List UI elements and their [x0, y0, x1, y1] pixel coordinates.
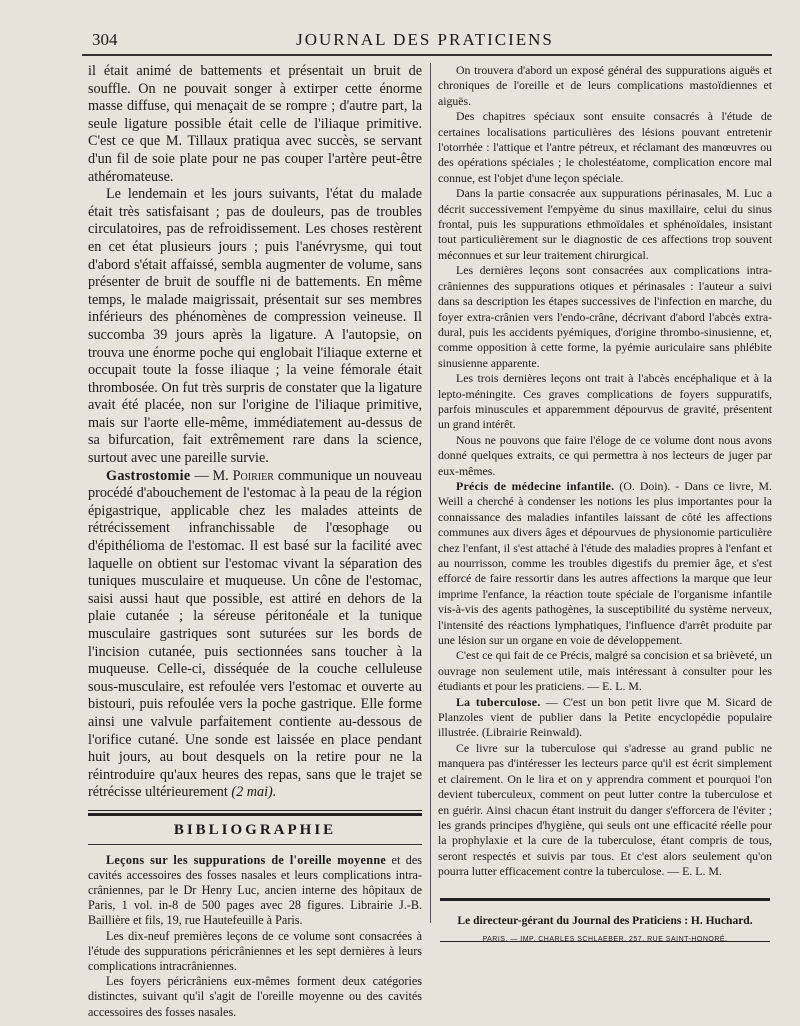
paragraph: Ce livre sur la tuberculose qui s'adresse au grand public ne manquera pas d'intéresser les lecteurs parce qu'il est écrit simplement et clairement. On le lira et on y apprendra comment et pourquoi l'on devient tuberculeux, comment on peut lutter contre la tuberculose et en guérir. Ainsi chacun étant instruit du danger s'efforcera de l'éviter ; les grands principes d'hygiène, qui seuls ont une efficacité réelle pour la prophylaxie et la cure de la tuberculose, étant compris de tous, seront respectés et suivis par tous. Et c'est alors seulement qu'on pourra lutter efficacement contre la tuberculose. — E. L. M. [438, 740, 772, 879]
paragraph: Les dernières leçons sont consacrées aux complications intra-crâniennes des suppurations otiques et périnasales : l'auteur a suivi dans sa description les étapes successives de l'infection en marche, du foyer extra-crânien vers l'endo-crâne, décrivant d'abord l'abcès extra-dural, puis les accidents pyémiques, d'origine thrombo-sinusienne, et, comme opposition à cette forme, la pyémie auriculaire sans phlébite sinusienne apparente. [438, 263, 772, 370]
running-head: JOURNAL DES PRATICIENS [296, 30, 554, 49]
paragraph: Des chapitres spéciaux sont ensuite consacrés à l'étude de certaines localisations particulières des lésions pouvant entretenir l'otorrhée : l'attique et l'antre pétreux, et réclamant des manœuvres ou des opérations spéciales ; le cholestéatome, complication encore mal connue, est l'objet d'une leçon spéciale. [438, 109, 772, 185]
gastrostomie-date: (2 mai). [231, 784, 277, 801]
paragraph: Le lendemain et les jours suivants, l'état du malade était très satisfaisant ; pas de douleurs, pas de troubles circulatoires, pas de refroidissement. Les choses restèrent en cet état plusieurs jours ; puis l'anévrysme, qui tout d'abord s'était affaissé, sembla augmenter de volume, sans présenter de bruit de souffle ni de battements. En même temps, le malade maigrissait, présentait sur ses membres inférieurs des phénomènes de compression veineuse. Il succomba 39 jours après la ligature. A l'autopsie, on trouva une énorme poche qui englobait l'iliaque externe et occupait toute la fosse iliaque ; la veine fémorale était thrombosée. On fut très surpris de constater que la ligature avait été placée, non sur l'origine de l'iliaque primitive, mais sur l'aorte elle-même, immédiatement au-dessus de sa bifurcation, fait extrêmement rare dans la science, surtout avec une pareille survie. [88, 186, 422, 467]
paragraph: On trouvera d'abord un exposé général des suppurations aiguës et chroniques de l'oreille et de leurs complications mastoïdiennes et aiguës. [438, 63, 772, 108]
page-header [80, 28, 770, 50]
author-name: M. Poirier [212, 467, 274, 484]
paragraph: Dans la partie consacrée aux suppurations périnasales, M. Luc a décrit successivement l'empyème du sinus maxillaire, celui du sinus frontal, puis les suppurations ethmoïdales et sphénoïdales, insistant tout particulièrement sur le diagnostic de ces affections trop souvent méconnues et sur leur traitement chirurgical. [438, 186, 772, 262]
paragraph: Nous ne pouvons que faire l'éloge de ce volume dont nous avons donné quelques extraits, ce qui permettra à nos lecteurs de juger par eux-mêmes. [438, 432, 772, 478]
right-column [438, 63, 772, 880]
paragraph: Les dix-neuf premières leçons de ce volume sont consacrées à l'étude des suppurations péricrâniennes et les sept dernières à leurs complications intracrâniennes. [88, 928, 422, 973]
paragraph: Les trois dernières leçons ont trait à l'abcès encéphalique et à la lepto-méningite. Ces graves complications de foyers suppuratifs, parfois minuscules et apparemment dépourvus de gravité, présentent un grand intérêt. [438, 371, 772, 432]
paragraph: Les foyers péricrâniens eux-mêmes forment deux catégories distinctes, suivant qu'il s'agit de l'oreille moyenne ou des cavités accessoires des fosses nasales. [88, 974, 422, 1019]
paragraph: il était animé de battements et présentait un bruit de souffle. On ne pouvait songer à extirper cette énorme masse diffuse, qui menaçait de se rompre ; d'autre part, la seule ligature possible était celle de l'iliaque primitive. C'est ce que M. Tillaux pratiqua avec succès, se servant d'un fil de soie plate pour ne pas couper l'artère peut-être athéromateuse. [88, 63, 422, 185]
printer-imprint: PARIS. — IMP. CHARLES SCHLAEBER, 257, RUE SAINT-HONORÉ. [482, 936, 728, 943]
section-rule [88, 810, 422, 816]
paragraph: C'est ce qui fait de ce Précis, malgré sa concision et sa brièveté, un ouvrage non seulement utile, mais intéressant à consulter pour les étudiants et pour les praticiens. — E. L. M. [438, 648, 772, 694]
lecons-text: et des cavités accessoires des fosses nasales et leurs complications intra-crâniennes, par le Dr Henry Luc, ancien interne des hôpitaux de Paris, 1 vol. in-8 de 500 pages avec 28 figures. Librairie J.-B. Baillière et fils, 19, rue Hautefeuille à Paris. [88, 852, 423, 928]
header-rule [82, 54, 772, 56]
precis-runin: Précis de médecine infantile. [456, 478, 615, 493]
tuberculose-text: — C'est un bon petit livre que M. Sicard de Planzoles vient de publier dans la Petite encyclopédie populaire illustrée. (Librairie Reinwald). [438, 694, 772, 740]
column-divider [430, 63, 431, 923]
left-column [88, 63, 422, 1020]
lecons-paragraph [88, 853, 422, 929]
gastrostomie-paragraph: Gastrostomie — M. Poirier communique un nouveau procédé d'abouchement de l'estomac à la peau de la région épigastrique, applicable chez les malades atteints de rétrécissement infranchissable de l'œsophage ou d'épithélioma de l'estomac. Il est basé sur la facilité avec laquelle on obtient sur l'estomac vivant la séparation des tuniques musculaire et muqueuse. Un cône de l'estomac, saisi aussi haut que possible, est attiré en dehors de la plaie cutanée ; la séreuse péritonéale et la tunique musculaire gastriques sont suturées sur les bords de l'incision cutanée, puis sectionnées sans toucher à la muqueuse. Celle-ci, disséquée de la couche celluleuse sous-musculaire, est refoulée vers l'estomac et ouverte au bistouri, puis refoulée vers la poche gastrique. Elle forme ainsi une valvule parfaitement contiente au-dessous de l'orifice cutané. Une sonde est laissée en place pendant huit jours, au bout desquels on la retire pour ne la réintroduire qu'aux heures des repas, sans que le trajet se rétrécisse ultérieurement (2 mai). [88, 467, 422, 801]
gastrostomie-runin: Gastrostomie [106, 467, 191, 484]
page-number: 304 [92, 30, 118, 49]
bibliographie-body [88, 853, 422, 1020]
bibliographie-title: BIBLIOGRAPHIE [88, 822, 422, 845]
precis-text: (O. Doin). - Dans ce livre, M. Weill a cherché à condenser les notions les plus importantes pour la connaissance des maladies infantiles laissant de côté les affections communes aux divers âges et dépourvues de physionomie particulière chez l'enfant, il s'est attaché à l'étude des maladies propres à l'enfant et au nourrisson, comme les troubles digestifs du premier âge, et s'est efforcé de faire ressortir dans les autres affections la marque que leur imprime l'enfance, la réaction toute spéciale de l'organisme infantile vis-à-vis des agents pathogènes, la susceptibilité du système nerveux, l'intensité des réactions lymphatiques, l'influence d'arrêt produite par une lésion sur un organe en voie de développement. [438, 478, 772, 648]
precis-paragraph [438, 479, 772, 648]
tuberculose-paragraph [438, 695, 772, 741]
director-line: Le directeur-gérant du Journal des Praticiens : H. Huchard. [457, 915, 753, 927]
gastrostomie-text: communique un nouveau procédé d'abouchement de l'estomac à la peau de la région épigastrique, applicable chez les malades atteints de rétrécissement infranchissable de l'œsophage ou d'épithélioma de l'estomac. Il est basé sur la facilité avec laquelle on obtient sur l'estomac vivant la séparation des tuniques musculaire et muqueuse. Un cône de l'estomac, saisi aussi haut que possible, est attiré en dehors de la plaie cutanée ; la séreuse péritonéale et la tunique musculaire gastriques sont suturées sur les bords de l'incision cutanée, puis sectionnées sans toucher à la muqueuse. Celle-ci, disséquée de la couche celluleuse sous-musculaire, est refoulée vers l'estomac et ouverte au bistouri, puis refoulée vers la poche gastrique. Elle forme ainsi une valvule parfaitement contiente au-dessous de l'orifice cutané. Une sonde est laissée en place pendant huit jours, au bout desquels on la retire pour ne la réintroduire qu'aux heures des repas, sans que le trajet se rétrécisse ultérieurement [88, 467, 422, 801]
lecons-runin: Leçons sur les suppurations de l'oreille moyenne [106, 852, 387, 867]
tuberculose-runin: La tuberculose. [456, 694, 541, 709]
